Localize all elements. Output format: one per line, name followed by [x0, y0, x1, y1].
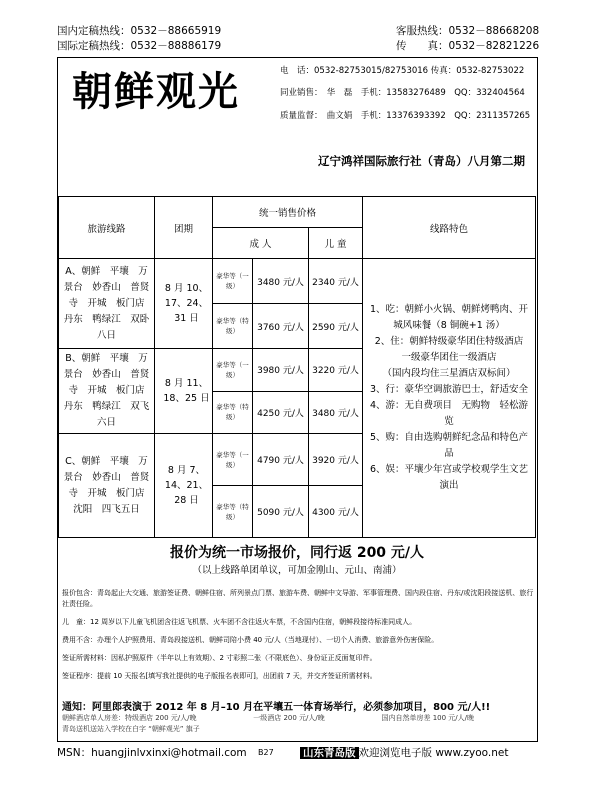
contact-sales: 同业销售： 华 磊 手机：13583276489 QQ：332404564	[280, 88, 525, 98]
note-included: 报价包含：青岛起止大交通、旅游签证费、朝鲜住宿、所列景点门票、旅游车费、朝鲜中文导游、军事管理费、国内段住宿、丹东/或沈阳段接送机、旅行社责任险。	[62, 589, 534, 608]
header-route: 旅游线路	[59, 197, 155, 259]
header-price: 统一销售价格	[213, 197, 363, 228]
hotline-service: 客服热线：0532－88668208	[396, 25, 540, 37]
route-c: C、朝鲜 平壤 万景台 妙香山 普贤寺 开城 板门店 沈阳 四飞五日	[59, 434, 155, 538]
feature-3: 3、行：豪华空调旅游巴士，舒适安全	[369, 384, 529, 395]
footer-site[interactable]: 欢迎浏览电子版 www.zyoo.net	[358, 747, 509, 759]
note-visa-process: 签证程序：提前 10 天报名[填写我社提供的电子版报名表即可]，出团前 7 天，并交齐签证所需材料。	[62, 672, 377, 680]
adult-c2: 5090 元/人	[253, 486, 309, 538]
child-a1: 2340 元/人	[309, 259, 363, 304]
adult-a2: 3760 元/人	[253, 304, 309, 349]
price-table	[58, 196, 543, 538]
features	[363, 259, 543, 538]
room-rate-domestic: 国内自然单房差 100 元/人/晚	[381, 714, 474, 722]
header-child: 儿 童	[309, 228, 363, 259]
note-visa-materials: 签证所需材料：因私护照原件（半年以上有效期）、2 寸彩照二张（不限底色）、身份证正反面复印件。	[62, 654, 377, 662]
child-c2: 4300 元/人	[309, 486, 363, 538]
footer-edition: 山东青岛版	[300, 747, 359, 759]
adult-c1: 4790 元/人	[253, 434, 309, 486]
notice	[62, 698, 534, 735]
hotline-international: 国际定稿热线：0532－88886179	[57, 40, 222, 52]
notice-main: 通知：阿里郎表演于 2012 年 8 月–10 月在平壤五一体育场举行，必须参加项目，800 元/人!!	[62, 702, 491, 713]
contact-phone: 电 话：0532-82753015/82753016 传真：0532-82753022	[280, 66, 525, 76]
notice-pickup: 青岛送机送站入学校在白字 “朝鲜观光” 旗子	[62, 725, 200, 733]
header-feature: 线路特色	[363, 197, 536, 259]
logo-title: 朝鲜观光	[72, 68, 240, 115]
footer-page: B27	[258, 748, 274, 757]
dates-b: 8 月 11、18、25 日	[155, 349, 213, 434]
subtitle: 辽宁鸿祥国际旅行社（青岛）八月第二期	[318, 154, 525, 168]
child-b2: 3480 元/人	[309, 391, 363, 434]
adult-b2: 4250 元/人	[253, 391, 309, 434]
unified-note: （以上线路单团单议，可加金刚山、元山、南浦）	[192, 565, 402, 576]
header-team: 团期	[155, 197, 213, 259]
note-children: 儿 童：12 周岁以下儿童飞机团含往返飞机票、火车团不含往返火车票，不含国内住宿，朝鲜段接待标准同成人。	[62, 618, 417, 626]
level-c1: 豪华等（一级）	[213, 434, 253, 486]
feature-4: 4、游：无自费项目 无购物 轻松游览	[369, 400, 529, 427]
room-rate-first: 一级酒店 200 元/人/晚	[253, 714, 325, 722]
unified-price	[58, 542, 536, 578]
unified-title: 报价为统一市场报价，同行返 200 元/人	[169, 545, 425, 561]
dates-a: 8 月 10、17、24、31 日	[155, 259, 213, 349]
feature-5: 5、购：自由选购朝鲜纪念品和特色产品	[369, 432, 529, 459]
level-a2: 豪华等（特级）	[213, 304, 253, 349]
adult-b1: 3980 元/人	[253, 349, 309, 392]
hotline-fax: 传 真：0532－82821226	[396, 40, 540, 52]
child-b1: 3220 元/人	[309, 349, 363, 392]
footer-banner	[300, 745, 508, 760]
flyer-frame	[57, 57, 543, 742]
note-excluded: 费用不含：办理个人护照费用、青岛段接送机、朝鲜司陪小费 40 元/人（当地现付）、一切个人消费、旅游意外伤害保险。	[62, 636, 439, 644]
notice-room-rates	[62, 713, 534, 724]
footer-msn: MSN：huangjinlvxinxi@hotmail.com	[57, 747, 247, 759]
dates-c: 8 月 7、14、21、28 日	[155, 434, 213, 538]
level-b2: 豪华等（特级）	[213, 391, 253, 434]
adult-a1: 3480 元/人	[253, 259, 309, 304]
room-rate-special: 朝鲜酒店单人房差：特级酒店 200 元/人/晚	[62, 714, 197, 722]
level-c2: 豪华等（特级）	[213, 486, 253, 538]
header-adult: 成 人	[213, 228, 309, 259]
hotline-domestic: 国内定稿热线：0532－88665919	[57, 25, 222, 37]
feature-2-note: （国内段均住三星酒店双标间）	[382, 368, 516, 379]
child-a2: 2590 元/人	[309, 304, 363, 349]
child-c1: 3920 元/人	[309, 434, 363, 486]
feature-2: 2、住：朝鲜特级豪华团住特级酒店 一级豪华团住一级酒店	[374, 336, 543, 363]
feature-1: 1、吃：朝鲜小火锅、朝鲜烤鸭肉、开城风味餐（8 铜碗+1 汤）	[369, 304, 529, 331]
contact-quality: 质量监督： 曲文娟 手机：13376393392 QQ：2311357265	[280, 111, 531, 121]
route-b: B、朝鲜 平壤 万景台 妙香山 普贤寺 开城 板门店 丹东 鸭绿江 双飞六日	[59, 349, 155, 434]
level-a1: 豪华等（一级）	[213, 259, 253, 304]
feature-6: 6、娱：平壤少年宫或学校观学生文艺演出	[369, 464, 529, 491]
notes	[62, 588, 534, 689]
level-b1: 豪华等（一级）	[213, 349, 253, 392]
route-a: A、朝鲜 平壤 万景台 妙香山 普贤寺 开城 板门店 丹东 鸭绿江 双卧八日	[59, 259, 155, 349]
